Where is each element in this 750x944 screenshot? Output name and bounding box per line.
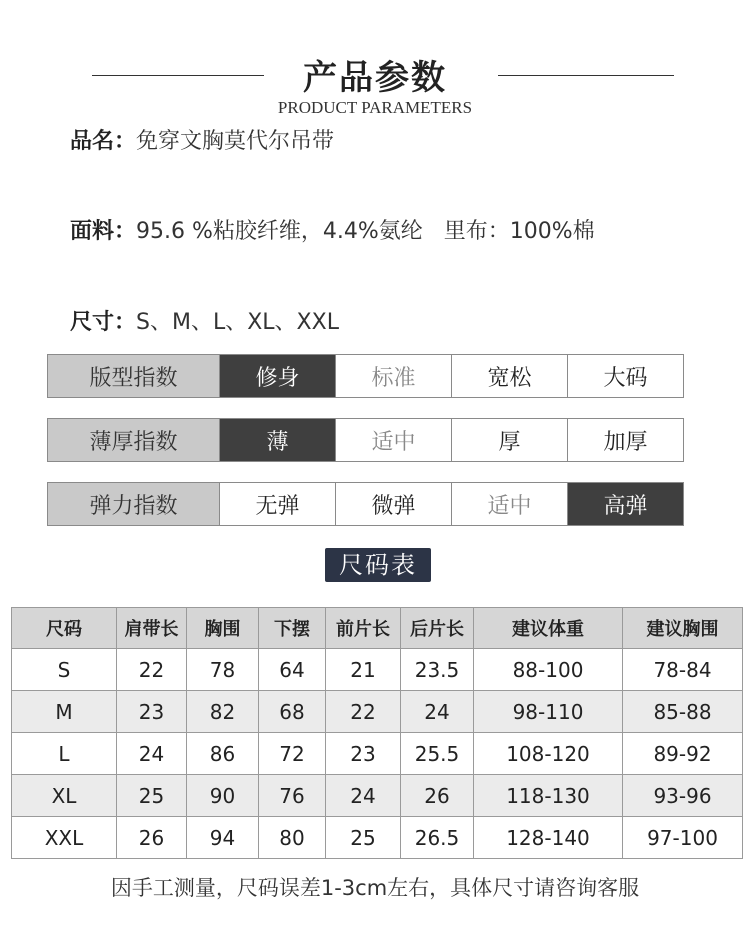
table-cell: 86: [187, 733, 259, 775]
fit-index-row: [47, 354, 684, 398]
product-name-label: 品名：: [70, 129, 137, 154]
fabric-value: 95.6 %粘胶纤维，4.4%氨纶 里布：100%棉: [136, 219, 595, 244]
table-row: [12, 775, 743, 817]
table-row: [12, 691, 743, 733]
rating-option: 大码: [568, 355, 683, 397]
rating-option: 微弹: [336, 483, 452, 525]
rating-option: 厚: [452, 419, 568, 461]
measurement-note: 因手工测量，尺码误差1-3cm左右，具体尺寸请咨询客服: [110, 876, 640, 900]
table-cell: 94: [187, 817, 259, 859]
size-chart-table: [11, 607, 743, 859]
thickness-index-row: [47, 418, 684, 462]
table-cell: 128-140: [474, 817, 623, 859]
table-row: [12, 817, 743, 859]
table-cell: 26: [401, 775, 474, 817]
table-header-row: [12, 608, 743, 649]
table-cell: 25: [326, 817, 401, 859]
table-cell: 23.5: [401, 649, 474, 691]
table-cell: 25: [117, 775, 187, 817]
table-cell: 26: [117, 817, 187, 859]
table-cell: XXL: [12, 817, 117, 859]
size-line: [70, 305, 339, 336]
rating-option: 适中: [336, 419, 452, 461]
table-cell: 24: [326, 775, 401, 817]
table-cell: 80: [259, 817, 326, 859]
size-value: S、M、L、XL、XXL: [136, 310, 339, 335]
rating-option: 薄: [220, 419, 336, 461]
table-cell: L: [12, 733, 117, 775]
column-header: 建议胸围: [623, 608, 743, 649]
table-cell: 108-120: [474, 733, 623, 775]
rating-option: 适中: [452, 483, 568, 525]
table-cell: 97-100: [623, 817, 743, 859]
table-cell: 93-96: [623, 775, 743, 817]
table-cell: 25.5: [401, 733, 474, 775]
column-header: 尺码: [12, 608, 117, 649]
table-cell: XL: [12, 775, 117, 817]
table-cell: 72: [259, 733, 326, 775]
column-header: 胸围: [187, 608, 259, 649]
table-cell: 24: [117, 733, 187, 775]
table-cell: 82: [187, 691, 259, 733]
page-subtitle: PRODUCT PARAMETERS: [277, 98, 473, 117]
size-chart-title: 尺码表: [325, 548, 431, 582]
table-cell: 85-88: [623, 691, 743, 733]
table-cell: 23: [117, 691, 187, 733]
column-header: 肩带长: [117, 608, 187, 649]
fit-index-label: 版型指数: [48, 355, 220, 397]
product-name-line: [70, 124, 334, 155]
elasticity-index-row: [47, 482, 684, 526]
rating-option: 宽松: [452, 355, 568, 397]
rating-option: 无弹: [220, 483, 336, 525]
table-cell: 78-84: [623, 649, 743, 691]
table-row: [12, 733, 743, 775]
table-cell: 22: [117, 649, 187, 691]
table-cell: M: [12, 691, 117, 733]
table-cell: 68: [259, 691, 326, 733]
fabric-label: 面料：: [70, 219, 137, 244]
table-cell: S: [12, 649, 117, 691]
table-cell: 64: [259, 649, 326, 691]
rating-option: 高弹: [568, 483, 683, 525]
table-cell: 22: [326, 691, 401, 733]
product-name-value: 免穿文胸莫代尔吊带: [136, 129, 335, 154]
table-cell: 76: [259, 775, 326, 817]
table-row: [12, 649, 743, 691]
page-title: 产品参数: [303, 58, 447, 98]
table-cell: 90: [187, 775, 259, 817]
rating-option: 修身: [220, 355, 336, 397]
column-header: 下摆: [259, 608, 326, 649]
fabric-line: [70, 214, 595, 245]
rating-option: 标准: [336, 355, 452, 397]
table-cell: 21: [326, 649, 401, 691]
parameters-header: [0, 44, 750, 124]
column-header: 前片长: [326, 608, 401, 649]
column-header: 建议体重: [474, 608, 623, 649]
table-cell: 89-92: [623, 733, 743, 775]
table-cell: 98-110: [474, 691, 623, 733]
size-label: 尺寸：: [70, 310, 137, 335]
table-cell: 88-100: [474, 649, 623, 691]
thickness-index-label: 薄厚指数: [48, 419, 220, 461]
table-cell: 23: [326, 733, 401, 775]
column-header: 后片长: [401, 608, 474, 649]
rating-option: 加厚: [568, 419, 683, 461]
table-cell: 26.5: [401, 817, 474, 859]
table-cell: 24: [401, 691, 474, 733]
table-cell: 78: [187, 649, 259, 691]
elasticity-index-label: 弹力指数: [48, 483, 220, 525]
table-cell: 118-130: [474, 775, 623, 817]
